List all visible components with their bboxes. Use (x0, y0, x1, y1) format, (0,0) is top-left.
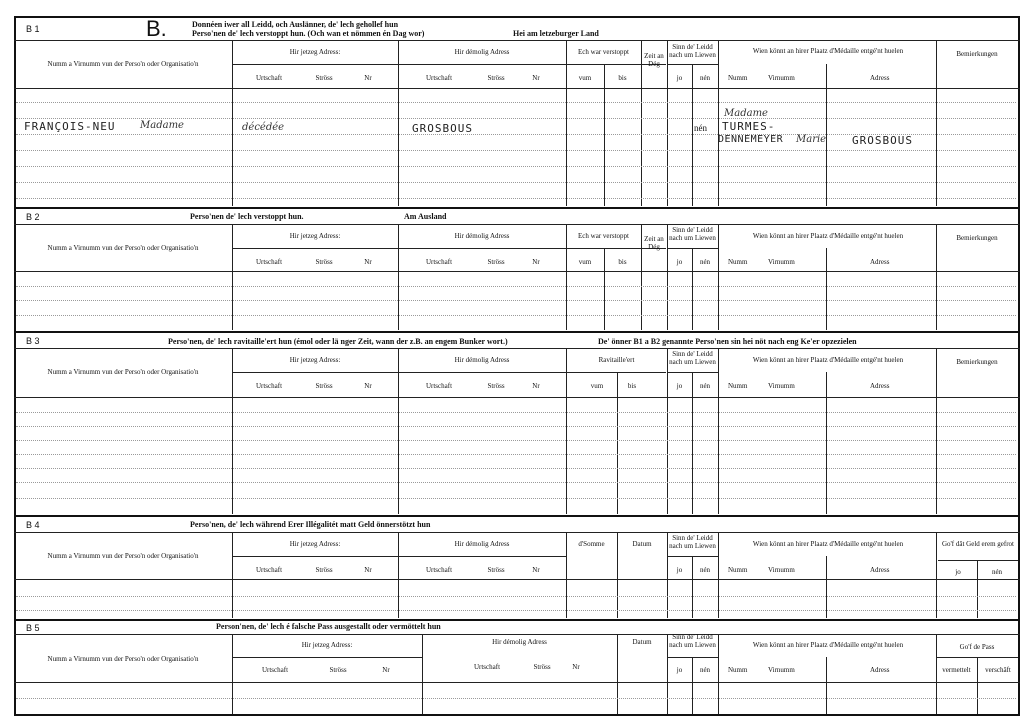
section-code: B 1 (26, 24, 40, 34)
section-code: B 3 (26, 336, 40, 346)
entry-name-title: Madame (140, 120, 184, 131)
section-code: B 2 (26, 212, 40, 222)
section-title: Person'nen, de' lech é falsche Pass ausgestallt oder vermöttelt hun (216, 622, 441, 631)
entry-medal-name: TURMES- (722, 120, 776, 133)
section-title: Donnéen iwer all Leidd, och Auslänner, de' lech gehollef hun (192, 20, 399, 29)
section-title: Perso'nen de' lech verstoppt hun. (190, 212, 304, 221)
entry-medal-title: Madame (724, 108, 768, 119)
section-subtitle: Perso'nen de' lech verstoppt hun. (Och wan et nömmen én Dag wor) (192, 29, 425, 38)
entry-former-town: GROSBOUS (412, 122, 473, 135)
section-code: B 5 (26, 623, 40, 633)
frame-bottom (14, 714, 1020, 716)
section-title: Perso'nen, de' lech während Erer Illégalitét matt Geld önnerstötzt hun (190, 520, 431, 529)
form-letter: B. (146, 16, 167, 41)
frame-left (14, 16, 16, 716)
section-title-location: Am Ausland (404, 212, 447, 221)
section-subtitle-location: Hei am letzeburger Land (513, 29, 599, 38)
entry-current-address: décédée (242, 122, 285, 133)
entry-medal-surname: DENNEMEYER (718, 134, 784, 145)
entry-alive-no: nén (694, 123, 707, 133)
section-note: De' önner B1 a B2 genannte Perso'nen sin hei nöt nach eng Ke'er opzezielen (598, 337, 857, 346)
section-title: Perso'nen, de' lech ravitaille'ert hun (émol oder lä nger Zeit, wann der z.B. an engem Bunker wort.) (168, 337, 508, 346)
frame-right (1018, 16, 1020, 716)
form-page: B 1 B. Donnéen iwer all Leidd, och Auslänner, de' lech gehollef hun Perso'nen de' lech verstoppt hun. (Och wan et nömmen én Dag wor) Hei am letzeburger Land Numm a Virnumm vun der Perso'n oder Organisatio'n Hir jetzeg Adress: Hir démolig Adress Ech war verstoppt Zeit an Dég Sinn de' Leidd nach um Liewen Wien könnt an hirer Plaatz d'Médaille entgé'nt huelen Bemierkungen Urtschaft Ströss Nr Urtschaft Ströss Nr vum bis jo nén Numm Virnumm Adress FRANÇOIS-NEU Madame décédée GROSBOUS nén Madame TURMES- DENNEMEYER Marie GROSBOUS B 2 Perso'nen de' lech verstoppt hun. Am Ausland Numm a Virnumm vun der Perso'n oder Organisatio'n Hir jetzeg Adress: Hir démolig Adress Ech war verstoppt Zeit an Dég Sinn de' Leidd nach um Liewen Wien könnt an hirer Plaatz d'Médaille entgé'nt huelen Bemierkungen Urtschaft Ströss Nr Urtschaft Ströss Nr vum bis jo nén Numm Virnumm Adress B 3 Perso'nen, de' lech ravitaille'ert hun (émol oder lä nger Zeit, wann der z.B. an engem Bunker wort.) De' önner B1 a B2 genannte Perso'nen sin hei nöt nach eng Ke'er opzezielen Numm a Virnumm vun der Perso'n oder Organisatio'n Hir jetzeg Adress: Hir démolig Adress Ravitaille'ert Sinn de' Leidd nach um Liewen Wien könnt an hirer Plaatz d'Médaille entgé'nt huelen Bemierkungen Urtschaft Ströss Nr Urtschaft Ströss Nr vum bis jo nén Numm Virnumm Adress B 4 Perso'nen, de' lech während Erer Illégalitét matt Geld önnerstötzt hun Numm a Virnumm vun der Perso'n oder Organisatio'n Hir jetzeg Adress: Hir démolig Adress d'Somme Datum Sinn de' Leidd nach um Liewen Wien könnt an hirer Plaatz d'Médaille entgé'nt huelen Go'f dât Geld erem gefrot Urtschaft Ströss Nr Urtschaft Ströss Nr jo nén Numm Virnumm Adress jo nén B 5 Person'nen, de' lech é falsche Pass ausgestallt oder vermöttelt hun Numm a Virnumm vun der Perso'n oder Organisatio'n Hir jetzeg Adress: Hir démolig Adress Datum Sinn de' Leidd nach um Liewen Wien könnt an hirer Plaatz d'Médaille entgé'nt huelen Go'f de Pass Urtschaft Ströss Nr Urtschaft Ströss Nr jo nén Numm Virnumm Adress vermettelt verschâft (0, 0, 1024, 725)
entry-name: FRANÇOIS-NEU (24, 120, 116, 133)
entry-medal-address: GROSBOUS (852, 134, 913, 147)
entry-medal-firstname: Marie (796, 134, 827, 145)
section-code: B 4 (26, 520, 40, 530)
